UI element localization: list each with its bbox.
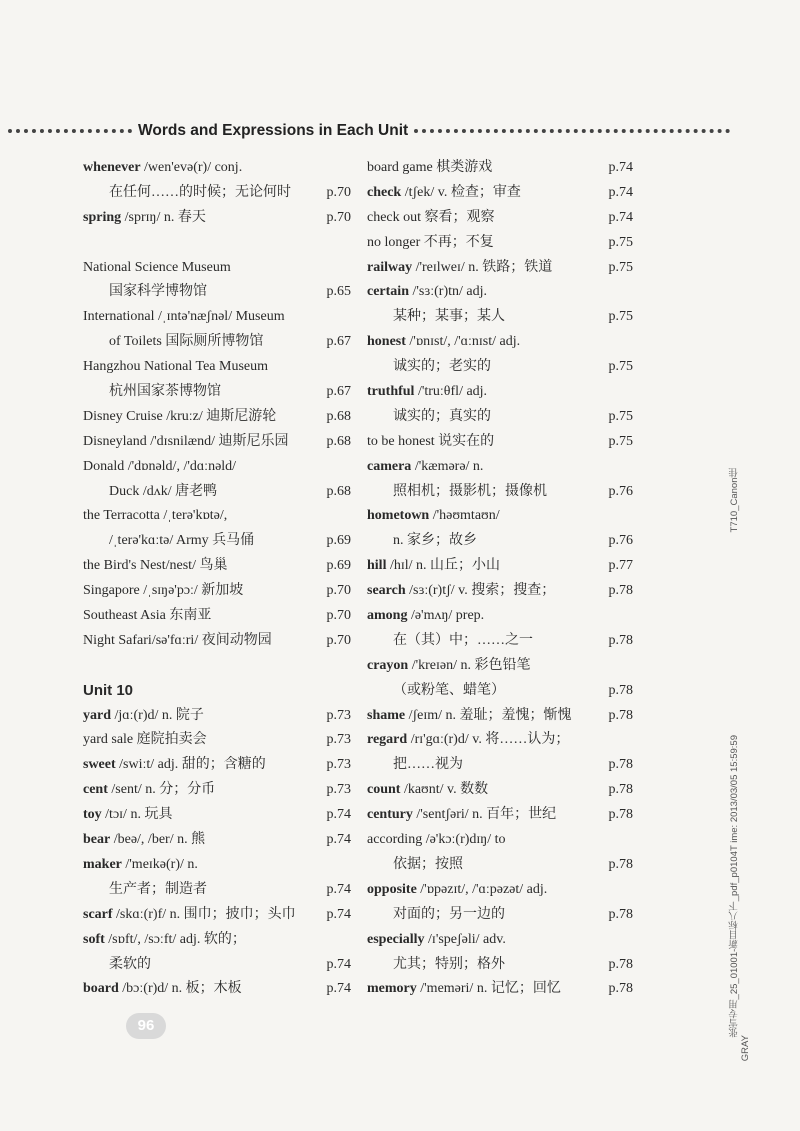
section-title: Words and Expressions in Each Unit	[138, 122, 409, 139]
entry-text: memory /'meməri/ n. 记忆；回忆	[367, 981, 561, 997]
entry-text: （或粉笔、蜡笔）	[393, 682, 505, 698]
entry-page: p.78	[608, 807, 633, 823]
entry-row	[83, 828, 351, 853]
entry-row	[367, 704, 633, 729]
entry-page: p.68	[326, 483, 351, 499]
entry-text: check out 察看；观察	[367, 209, 495, 225]
entry-row	[367, 455, 633, 480]
entry-row	[367, 654, 633, 679]
entry-row	[83, 803, 351, 828]
entry-row	[83, 853, 351, 878]
entry-text: railway /'reɪlweɪ/ n. 铁路；铁道	[367, 259, 553, 275]
entry-text: 柔软的	[109, 956, 151, 972]
entry-text: check /tʃek/ v. 检查；审查	[367, 184, 521, 200]
headword: hometown	[367, 508, 430, 524]
dotted-rule-right	[414, 129, 730, 133]
entry-page: p.68	[326, 433, 351, 449]
section-header	[8, 120, 730, 142]
entry-text: 诚实的；真实的	[393, 408, 491, 424]
entry-text: yard /jɑː(r)d/ n. 院子	[83, 707, 204, 723]
entry-text: Night Safari/sə'fɑːri/ 夜间动物园	[83, 632, 272, 648]
headword: shame	[367, 707, 406, 723]
entry-text: century /'sentʃəri/ n. 百年；世纪	[367, 807, 557, 823]
entry-row	[83, 305, 351, 330]
entry-row	[367, 753, 633, 778]
headword: search	[367, 583, 406, 599]
entry-page: p.74	[326, 906, 351, 922]
entry-page: p.74	[326, 956, 351, 972]
scanner-label: T710_Canon佳	[729, 468, 740, 533]
entry-row	[367, 778, 633, 803]
entry-row	[367, 305, 633, 330]
entry-text: 国家科学博物馆	[109, 284, 207, 300]
entry-row	[367, 977, 633, 1002]
entry-row	[83, 928, 351, 953]
entry-text: Singapore /ˌsɪŋə'pɔː/ 新加坡	[83, 583, 244, 599]
entry-text: camera /'kæmərə/ n.	[367, 458, 484, 474]
entry-text: hill /hɪl/ n. 山丘；小山	[367, 558, 501, 574]
headword: yard	[83, 707, 111, 723]
entry-page: p.75	[608, 259, 633, 275]
entry-row	[367, 504, 633, 529]
entry-row	[367, 380, 633, 405]
entry-row	[83, 256, 351, 281]
entry-row	[83, 778, 351, 803]
headword: truthful	[367, 384, 415, 400]
entry-text: cent /sent/ n. 分；分币	[83, 782, 216, 798]
entry-page: p.74	[326, 832, 351, 848]
entry-page: p.65	[326, 284, 351, 300]
entry-row	[83, 156, 351, 181]
entry-row	[367, 355, 633, 380]
entry-page: p.74	[608, 209, 633, 225]
entry-row	[367, 280, 633, 305]
entry-page: p.78	[608, 956, 633, 972]
entry-text: spring /sprɪŋ/ n. 春天	[83, 209, 206, 225]
left-column	[83, 156, 351, 1002]
entry-text: hometown /'həʊmtaʊn/	[367, 508, 500, 524]
entry-page: p.77	[608, 558, 633, 574]
unit-heading-row	[83, 679, 351, 704]
entry-text: to be honest 说实在的	[367, 433, 495, 449]
headword: opposite	[367, 881, 417, 897]
entry-page: p.78	[608, 906, 633, 922]
headword: spring	[83, 209, 122, 225]
headword: memory	[367, 981, 417, 997]
entry-row	[367, 828, 633, 853]
entry-page: p.70	[326, 209, 351, 225]
headword: railway	[367, 259, 413, 275]
entry-text: crayon /'kreɪən/ n. 彩色铅笔	[367, 657, 531, 673]
entry-text: maker /'meɪkə(r)/ n.	[83, 856, 198, 872]
entry-page: p.75	[608, 359, 633, 375]
headword: among	[367, 608, 408, 624]
entry-text: scarf /skɑː(r)f/ n. 围巾；披巾；头巾	[83, 906, 296, 922]
entry-text: 依据；按照	[393, 856, 463, 872]
entry-row	[367, 928, 633, 953]
entry-text: 某种；某事；某人	[393, 309, 505, 325]
entry-page: p.78	[608, 981, 633, 997]
entry-text: according /ə'kɔː(r)dɪŋ/ to	[367, 832, 506, 848]
entry-row	[83, 629, 351, 654]
entry-text: National Science Museum	[83, 259, 231, 275]
entry-row	[83, 753, 351, 778]
entry-row	[83, 355, 351, 380]
entry-page: p.73	[326, 757, 351, 773]
entry-page: p.75	[608, 433, 633, 449]
entry-row	[367, 579, 633, 604]
entry-row	[83, 529, 351, 554]
entry-row	[83, 480, 351, 505]
entry-text: regard /rɪ'gɑː(r)d/ v. 将……认为；	[367, 732, 570, 748]
entry-page: p.78	[608, 632, 633, 648]
entry-page: p.74	[326, 807, 351, 823]
entry-page: p.70	[326, 632, 351, 648]
headword: honest	[367, 334, 406, 350]
headword: crayon	[367, 657, 409, 673]
entry-text: truthful /'truːθfl/ adj.	[367, 384, 488, 400]
entry-page: p.75	[608, 408, 633, 424]
entry-row	[83, 231, 351, 256]
entry-row	[367, 330, 633, 355]
entry-page: p.74	[326, 881, 351, 897]
entry-page: p.74	[326, 981, 351, 997]
headword: especially	[367, 931, 425, 947]
entry-row	[367, 679, 633, 704]
entry-page: p.76	[608, 533, 633, 549]
entry-text: shame /ʃeɪm/ n. 羞耻；羞愧；惭愧	[367, 707, 572, 723]
page-number: 96	[126, 1013, 166, 1039]
entry-row	[83, 728, 351, 753]
headword: toy	[83, 807, 102, 823]
entry-text: Disneyland /'dɪsnilænd/ 迪斯尼乐园	[83, 433, 289, 449]
entry-text: 对面的；另一边的	[393, 906, 505, 922]
entry-row	[367, 853, 633, 878]
entry-text: 生产者；制造者	[109, 881, 207, 897]
entry-text: n. 家乡；故乡	[393, 533, 477, 549]
entry-text: yard sale 庭院拍卖会	[83, 732, 207, 748]
entry-row	[367, 878, 633, 903]
entry-text: Duck /dʌk/ 唐老鸭	[109, 483, 218, 499]
entry-text: bear /beə/, /ber/ n. 熊	[83, 832, 206, 848]
entry-row	[83, 704, 351, 729]
entry-page: p.78	[608, 757, 633, 773]
headword: century	[367, 807, 413, 823]
entry-text: 诚实的；老实的	[393, 359, 491, 375]
entry-row	[83, 554, 351, 579]
entry-row	[367, 231, 633, 256]
entry-text: Hangzhou National Tea Museum	[83, 359, 268, 375]
entry-page: p.74	[608, 184, 633, 200]
entry-text: toy /tɔɪ/ n. 玩具	[83, 807, 173, 823]
entry-row	[367, 156, 633, 181]
print-metadata: 张雪专用_25_01001-新目标八下_pdf_p0104T ime: 2013/03/05 15:59:59	[729, 735, 740, 1038]
entry-page: p.68	[326, 408, 351, 424]
entry-row	[83, 953, 351, 978]
entry-page: p.75	[608, 309, 633, 325]
entry-row	[367, 554, 633, 579]
entry-text: Southeast Asia 东南亚	[83, 608, 212, 624]
entry-text: International /ˌɪntə'næʃnəl/ Museum	[83, 309, 285, 325]
entry-page: p.69	[326, 533, 351, 549]
entry-page: p.78	[608, 856, 633, 872]
entry-page: p.67	[326, 334, 351, 350]
color-mode-label: GRAY	[740, 1035, 751, 1062]
entry-row	[367, 256, 633, 281]
entry-row	[367, 604, 633, 629]
entry-text: of Toilets 国际厕所博物馆	[109, 334, 264, 350]
entry-text: count /kaʊnt/ v. 数数	[367, 782, 489, 798]
entry-row	[367, 206, 633, 231]
headword: whenever	[83, 160, 141, 175]
entry-page: p.67	[326, 384, 351, 400]
entry-text: board game 棋类游戏	[367, 160, 493, 175]
entry-text: 照相机；摄影机；摄像机	[393, 483, 547, 499]
entry-row	[83, 654, 351, 679]
entry-page: p.74	[608, 160, 633, 175]
headword: check	[367, 184, 402, 200]
headword: count	[367, 782, 401, 798]
entry-row	[367, 953, 633, 978]
entry-row	[83, 504, 351, 529]
entry-row	[367, 529, 633, 554]
entry-row	[367, 181, 633, 206]
entry-row	[83, 280, 351, 305]
headword: maker	[83, 856, 122, 872]
headword: board	[83, 981, 119, 997]
entry-row	[83, 206, 351, 231]
entry-row	[83, 330, 351, 355]
entry-text: 在任何……的时候；无论何时	[109, 184, 291, 200]
entry-row	[367, 903, 633, 928]
entry-page: p.73	[326, 782, 351, 798]
entry-row	[367, 803, 633, 828]
entry-text: honest /'ɒnɪst/, /'ɑːnɪst/ adj.	[367, 334, 521, 350]
entry-text: whenever /wen'evə(r)/ conj.	[83, 160, 243, 175]
entry-page: p.76	[608, 483, 633, 499]
headword: camera	[367, 458, 412, 474]
entry-page: p.78	[608, 782, 633, 798]
entry-page: p.70	[326, 608, 351, 624]
entry-text: Disney Cruise /kruːz/ 迪斯尼游轮	[83, 408, 277, 424]
entry-text: 尤其；特别；格外	[393, 956, 505, 972]
headword: certain	[367, 284, 409, 300]
headword: hill	[367, 558, 387, 574]
entry-row	[83, 977, 351, 1002]
entry-row	[83, 579, 351, 604]
entry-text: board /bɔː(r)d/ n. 板；木板	[83, 981, 242, 997]
headword: sweet	[83, 757, 116, 773]
headword: bear	[83, 832, 111, 848]
entry-text: 在（其）中；……之一	[393, 632, 533, 648]
entry-text: sweet /swiːt/ adj. 甜的；含糖的	[83, 757, 266, 773]
entry-text: soft /sɒft/, /sɔːft/ adj. 软的；	[83, 931, 246, 947]
entry-row	[83, 380, 351, 405]
right-column	[367, 156, 633, 1002]
unit-heading: Unit 10	[83, 681, 134, 699]
entry-text: /ˌterə'kɑːtə/ Army 兵马俑	[109, 533, 255, 549]
entry-row	[83, 604, 351, 629]
entry-row	[367, 480, 633, 505]
entry-text: opposite /'ɒpəzɪt/, /'ɑːpəzət/ adj.	[367, 881, 548, 897]
entry-text: 杭州国家茶博物馆	[109, 384, 221, 400]
entry-text: no longer 不再；不复	[367, 234, 494, 250]
entry-row	[367, 728, 633, 753]
entry-page: p.75	[608, 234, 633, 250]
entry-row	[83, 878, 351, 903]
entry-row	[83, 903, 351, 928]
entry-page: p.78	[608, 583, 633, 599]
entry-page: p.70	[326, 184, 351, 200]
entry-row	[83, 181, 351, 206]
entry-text: search /sɜː(r)tʃ/ v. 搜索；搜查；	[367, 583, 556, 599]
headword: soft	[83, 931, 105, 947]
entry-row	[83, 405, 351, 430]
headword: cent	[83, 782, 108, 798]
entry-row	[367, 405, 633, 430]
entry-page: p.70	[326, 583, 351, 599]
entry-text: Donald /'dɒnəld/, /'dɑːnəld/	[83, 458, 237, 474]
entry-row	[367, 629, 633, 654]
entry-text: the Terracotta /ˌterə'kɒtə/,	[83, 508, 228, 524]
entry-row	[83, 430, 351, 455]
entry-text: among /ə'mʌŋ/ prep.	[367, 608, 485, 624]
entry-text: certain /'sɜː(r)tn/ adj.	[367, 284, 487, 300]
entry-page: p.78	[608, 707, 633, 723]
dotted-rule-left	[8, 129, 132, 133]
entry-page: p.78	[608, 682, 633, 698]
entry-text: the Bird's Nest/nest/ 鸟巢	[83, 558, 228, 574]
entry-text: 把……视为	[393, 757, 463, 773]
entry-page: p.73	[326, 707, 351, 723]
entry-page: p.69	[326, 558, 351, 574]
entry-text: especially /ɪ'speʃəli/ adv.	[367, 931, 506, 947]
headword: regard	[367, 732, 408, 748]
entry-row	[367, 430, 633, 455]
entry-page: p.73	[326, 732, 351, 748]
entry-row	[83, 455, 351, 480]
headword: scarf	[83, 906, 113, 922]
